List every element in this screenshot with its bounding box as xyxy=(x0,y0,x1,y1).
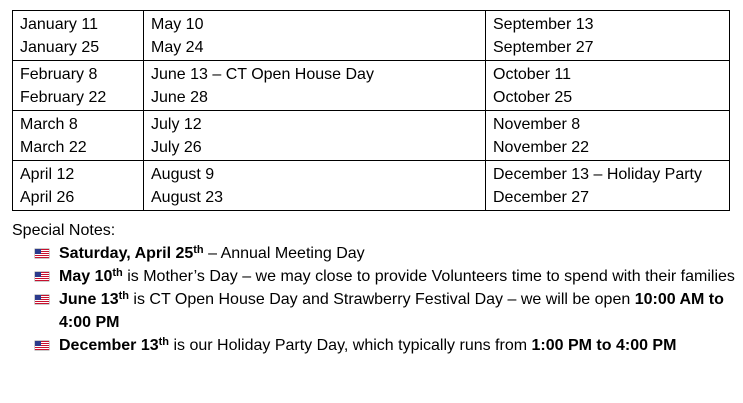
meeting-date: September 27 xyxy=(493,39,594,56)
special-notes-list xyxy=(12,242,737,357)
table-cell xyxy=(144,111,486,161)
table-row xyxy=(13,61,730,111)
meeting-date: January 11 xyxy=(20,16,98,33)
meeting-date: July 26 xyxy=(151,139,202,156)
date-suffix: th xyxy=(112,267,123,279)
note-date: December 13 xyxy=(59,337,159,354)
note-item-open-house xyxy=(12,288,737,334)
table-row xyxy=(13,161,730,211)
meeting-date: December 27 xyxy=(493,189,590,206)
table-cell xyxy=(486,161,730,211)
note-date: Saturday, April 25 xyxy=(59,245,194,262)
table-cell xyxy=(13,61,144,111)
meeting-date: March 8 xyxy=(20,116,78,133)
note-item-annual-meeting xyxy=(12,242,737,265)
date-suffix: th xyxy=(118,290,129,302)
note-text: is Mother’s Day – we may close to provide Volunteers time to spend with their families xyxy=(122,268,735,285)
meeting-date: December 13 – Holiday Party xyxy=(493,166,702,183)
meeting-date: August 9 xyxy=(151,166,215,183)
note-item-holiday-party xyxy=(12,334,737,357)
meeting-date: May 10 xyxy=(151,16,204,33)
special-notes xyxy=(12,219,737,357)
meeting-date: February 8 xyxy=(20,66,98,83)
table-cell xyxy=(13,11,144,61)
table-cell xyxy=(486,11,730,61)
us-flag-icon xyxy=(35,295,49,304)
meeting-date: April 26 xyxy=(20,189,75,206)
meeting-date: March 22 xyxy=(20,139,87,156)
meeting-date: September 13 xyxy=(493,16,594,33)
note-item-mothers-day xyxy=(12,265,737,288)
table-cell xyxy=(486,111,730,161)
table-cell xyxy=(144,161,486,211)
special-notes-heading: Special Notes: xyxy=(12,222,116,239)
note-text: is our Holiday Party Day, which typically runs from xyxy=(169,337,532,354)
table-row xyxy=(13,111,730,161)
meeting-date: May 24 xyxy=(151,39,204,56)
meeting-date: October 11 xyxy=(493,66,571,83)
meeting-date: August 23 xyxy=(151,189,224,206)
meeting-date: April 12 xyxy=(20,166,75,183)
table-cell xyxy=(13,161,144,211)
table-cell xyxy=(486,61,730,111)
us-flag-icon xyxy=(35,341,49,350)
note-time: 1:00 PM to 4:00 PM xyxy=(531,337,677,354)
meeting-date: July 12 xyxy=(151,116,202,133)
table-cell xyxy=(13,111,144,161)
meeting-date: June 13 – CT Open House Day xyxy=(151,66,374,83)
note-text: – Annual Meeting Day xyxy=(203,245,365,262)
schedule-table xyxy=(12,10,730,211)
note-date: June 13 xyxy=(59,291,119,308)
meeting-date: November 22 xyxy=(493,139,590,156)
table-cell xyxy=(144,11,486,61)
meeting-date: June 28 xyxy=(151,89,208,106)
meeting-date: February 22 xyxy=(20,89,107,106)
note-text: is CT Open House Day and Strawberry Festival Day – we will be open xyxy=(128,291,635,308)
us-flag-icon xyxy=(35,249,49,258)
note-date: May 10 xyxy=(59,268,113,285)
meeting-date: October 25 xyxy=(493,89,573,106)
date-suffix: th xyxy=(158,336,170,348)
table-row xyxy=(13,11,730,61)
us-flag-icon xyxy=(35,272,49,281)
meeting-date: November 8 xyxy=(493,116,581,133)
note-time: 10:00 AM to 4:00 PM xyxy=(59,291,724,331)
meeting-date: January 25 xyxy=(20,39,100,56)
date-suffix: th xyxy=(193,244,204,256)
table-cell xyxy=(144,61,486,111)
